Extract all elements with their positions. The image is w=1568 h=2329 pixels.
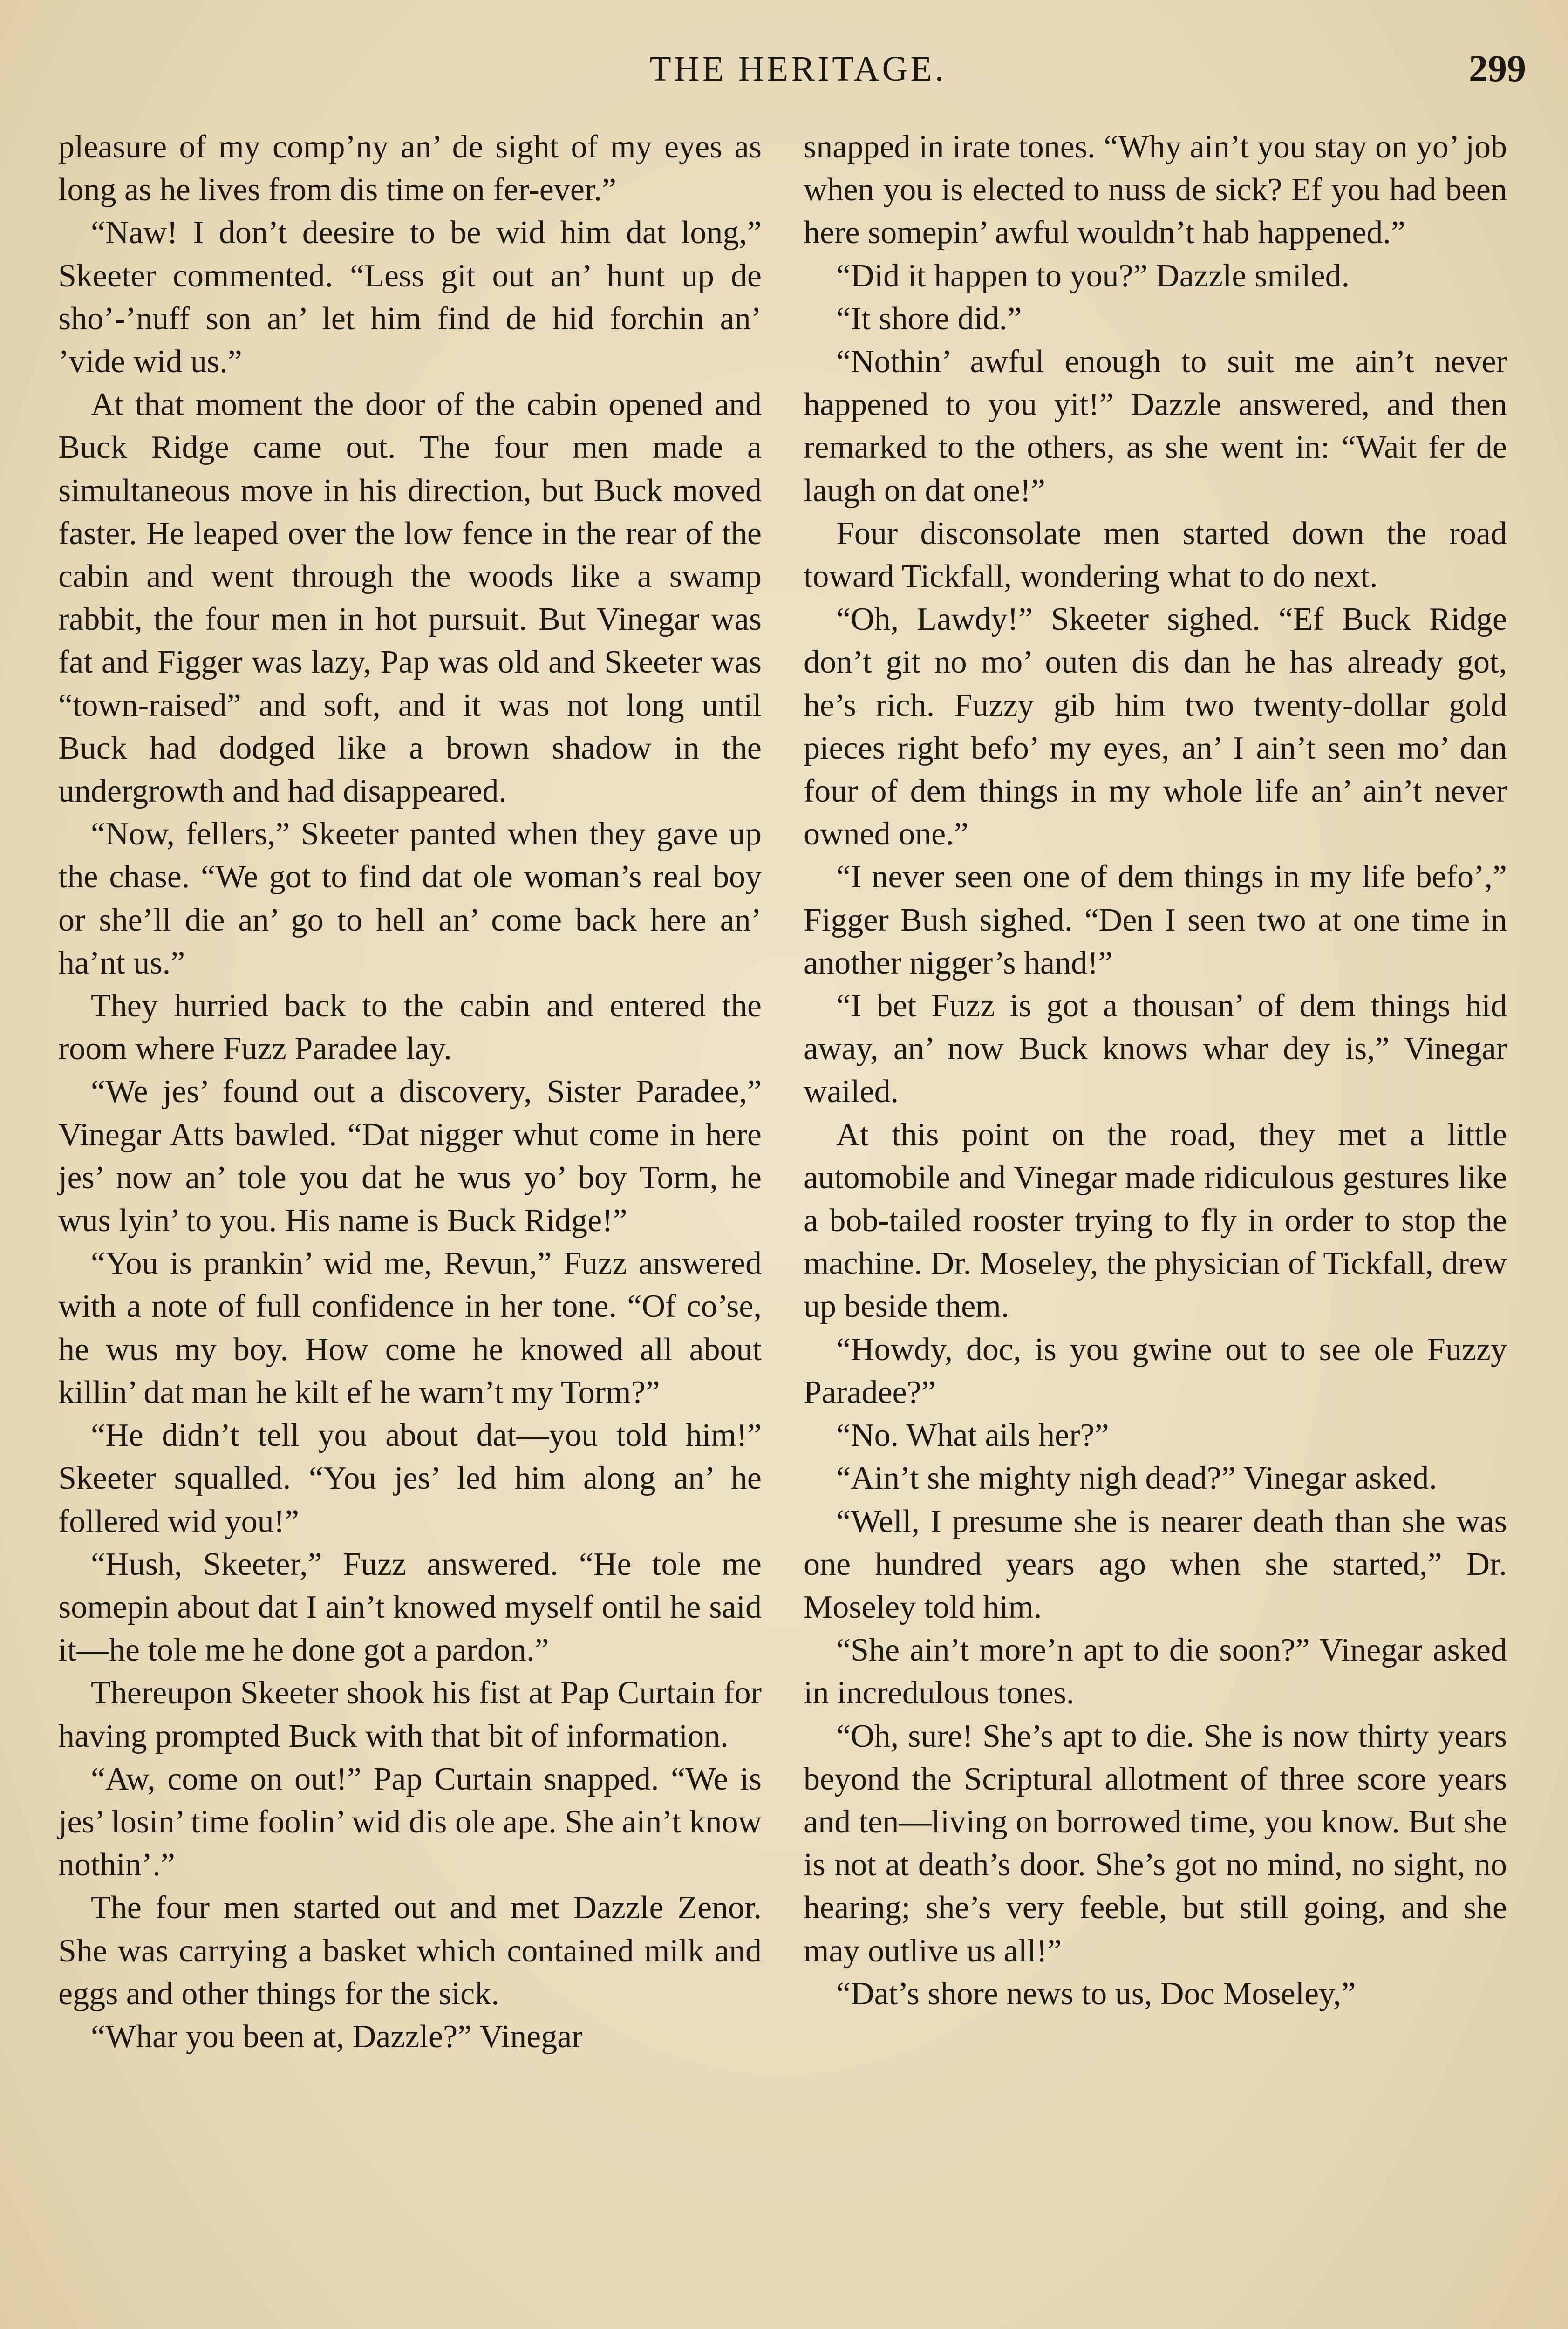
paragraph: pleasure of my comp’ny an’ de sight of my eyes as long as he lives from dis time on fer-ever.” <box>58 129 762 208</box>
left-text-column <box>58 126 762 2058</box>
paragraph: “Howdy, doc, is you gwine out to see ole Fuzzy Paradee?” <box>804 1331 1507 1410</box>
paragraph: “Aw, come on out!” Pap Curtain snapped. “We is jes’ losin’ time foolin’ wid dis ole ape. She ain’t know nothin’.” <box>58 1761 762 1883</box>
paragraph: The four men started out and met Dazzle Zenor. She was carrying a basket which contained milk and eggs and other things for the sick. <box>58 1890 762 2012</box>
paragraph: “He didn’t tell you about dat—you told him!” Skeeter squalled. “You jes’ led him along an’ he follered wid you!” <box>58 1417 762 1539</box>
paragraph: “Whar you been at, Dazzle?” Vinegar <box>91 2018 583 2055</box>
paragraph: “You is prankin’ wid me, Revun,” Fuzz answered with a note of full confidence in her tone. “Of co’se, he wus my boy. How come he knowed all about killin’ dat man he kilt ef he warn’t my Torm?” <box>58 1246 762 1410</box>
running-header <box>56 44 1540 95</box>
paragraph: “Nothin’ awful enough to suit me ain’t never happened to you yit!” Dazzle answered, and then remarked to the others, as she went in: “Wait fer de laugh on dat one!” <box>804 344 1507 509</box>
paragraph: “I never seen one of dem things in my life befo’,” Figger Bush sighed. “Den I seen two at one time in another nigger’s hand!” <box>804 859 1507 981</box>
paragraph: “I bet Fuzz is got a thousan’ of dem things hid away, an’ now Buck knows whar dey is,” Vinegar wailed. <box>804 988 1507 1110</box>
paragraph: “Dat’s shore news to us, Doc Moseley,” <box>836 1975 1356 2012</box>
paragraph: They hurried back to the cabin and entered the room where Fuzz Paradee lay. <box>58 988 762 1067</box>
running-title: THE HERITAGE. <box>649 49 947 89</box>
paragraph: “Oh, Lawdy!” Skeeter sighed. “Ef Buck Ridge don’t git no mo’ outen dis dan he has already got, he’s rich. Fuzzy gib him two twenty-dollar gold pieces right befo’ my eyes, an’ I ain’t seen mo’ dan four of dem things in my whole life an’ ain’t never owned one.” <box>804 601 1507 852</box>
right-text-column <box>804 126 1507 2016</box>
paragraph: “She ain’t more’n apt to die soon?” Vinegar asked in incredulous tones. <box>804 1632 1507 1711</box>
paragraph: “Now, fellers,” Skeeter panted when they gave up the chase. “We got to find dat ole woman’s real boy or she’ll die an’ go to hell an’ come back here an’ ha’nt us.” <box>58 816 762 981</box>
paragraph: “Hush, Skeeter,” Fuzz answered. “He tole me somepin about dat I ain’t knowed myself ontil he said it—he tole me he done got a pardon.” <box>58 1546 762 1668</box>
paragraph: At that moment the door of the cabin opened and Buck Ridge came out. The four men made a simultaneous move in his direction, but Buck moved faster. He leaped over the low fence in the rear of the cabin and went through the woods like a swamp rabbit, the four men in hot pursuit. But Vinegar was fat and Figger was lazy, Pap was old and Skeeter was “town-raised” and soft, and it was not long until Buck had dodged like a brown shadow in the undergrowth and had disappeared. <box>58 387 762 810</box>
paragraph: “It shore did.” <box>836 300 1022 337</box>
paragraph: “Naw! I don’t deesire to be wid him dat long,” Skeeter commented. “Less git out an’ hunt up de sho’-’nuff son an’ let him find de hid forchin an’ ’vide wid us.” <box>58 215 762 380</box>
paragraph: “Did it happen to you?” Dazzle smiled. <box>836 258 1350 294</box>
paragraph: “We jes’ found out a discovery, Sister Paradee,” Vinegar Atts bawled. “Dat nigger whut come in here jes’ now an’ tole you dat he wus yo’ boy Torm, he wus lyin’ to you. His name is Buck Ridge!” <box>58 1074 762 1239</box>
paragraph: Thereupon Skeeter shook his fist at Pap Curtain for having prompted Buck with that bit of information. <box>58 1675 762 1754</box>
page-number: 299 <box>1469 47 1526 89</box>
paragraph: snapped in irate tones. “Why ain’t you stay on yo’ job when you is elected to nuss de sick? Ef you had been here somepin’ awful wouldn’t hab happened.” <box>804 129 1507 251</box>
paragraph: “Oh, sure! She’s apt to die. She is now thirty years beyond the Scriptural allotment of three score years and ten—living on borrowed time, you know. But she is not at death’s door. She’s got no mind, no sight, no hearing; she’s very feeble, but still going, and she may outlive us all!” <box>804 1718 1507 1969</box>
paragraph: “Ain’t she mighty nigh dead?” Vinegar asked. <box>836 1460 1437 1497</box>
paragraph: “No. What ails her?” <box>836 1417 1109 1454</box>
paragraph: Four disconsolate men started down the road toward Tickfall, wondering what to do next. <box>804 515 1507 595</box>
paragraph: “Well, I presume she is nearer death than she was one hundred years ago when she started,” Dr. Moseley told him. <box>804 1503 1507 1625</box>
paragraph: At this point on the road, they met a little automobile and Vinegar made ridiculous gestures like a bob-tailed rooster trying to fly in order to stop the machine. Dr. Moseley, the physician of Tickfall, drew up beside them. <box>804 1117 1507 1325</box>
